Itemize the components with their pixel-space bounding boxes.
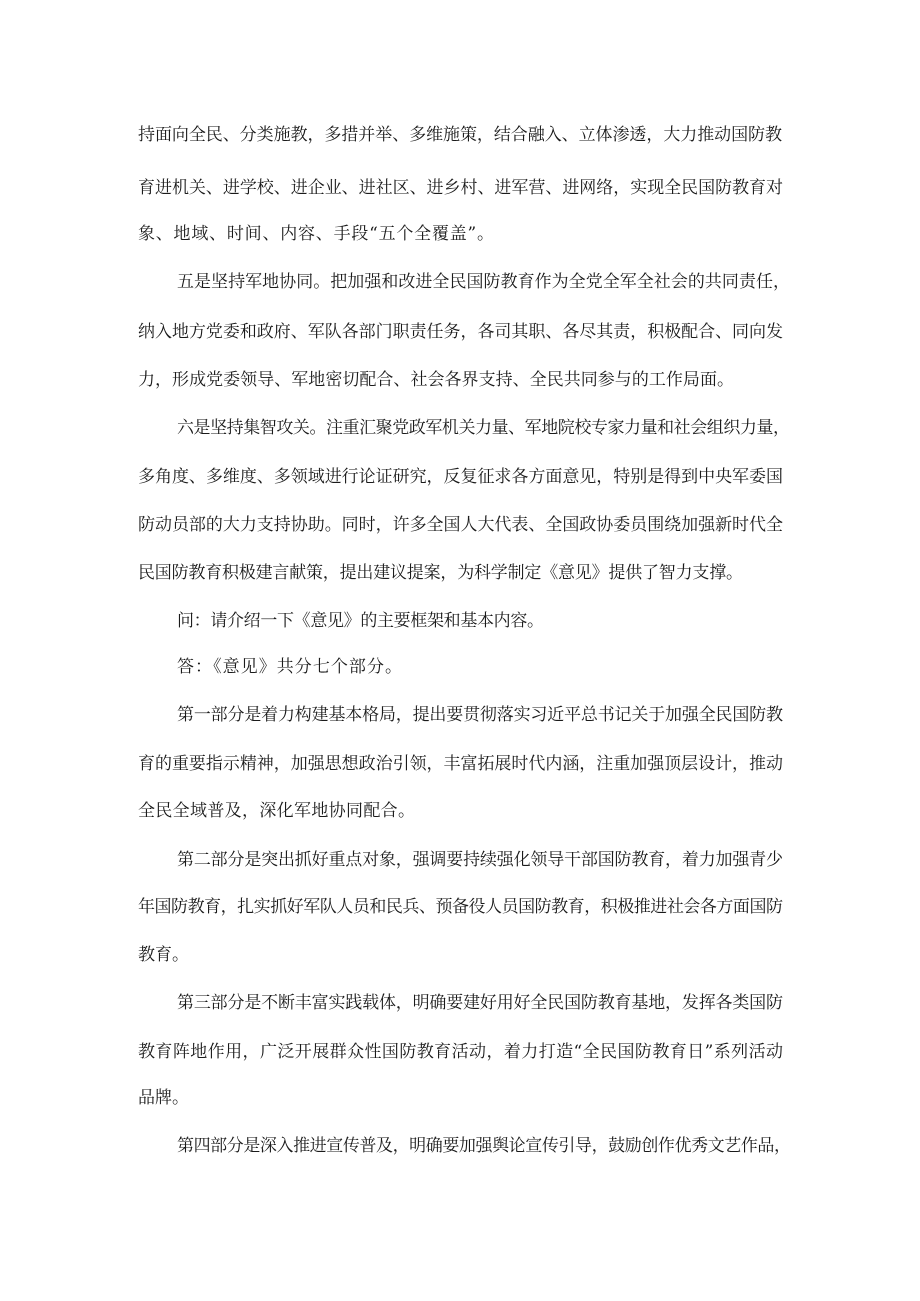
paragraph-8-line-1: 第三部分是不断丰富实践载体，明确要建好用好全民国防教育基地，发挥各类国防 [177,993,783,1013]
answer-line: 答：《意见》共分七个部分。 [177,657,404,677]
paragraph-1-line-1: 持面向全民、分类施教，多措并举、多维施策，结合融入、立体渗透，大力推动国防教 [138,125,782,145]
paragraph-1-line-2: 育进机关、进学校、进企业、进社区、进乡村、进军营、进网络，实现全民国防教育对 [138,178,783,198]
paragraph-3-line-4: 民国防教育积极建言献策，提出建议提案，为科学制定《意见》提供了智力支撑。 [138,563,743,583]
paragraph-1-line-3: 象、地域、时间、内容、手段“五个全覆盖”。 [138,224,495,244]
paragraph-2-line-2: 纳入地方党委和政府、军队各部门职责任务，各司其职、各尽其责，积极配合、同向发 [138,322,783,342]
paragraph-6-line-3: 全民全域普及，深化军地协同配合。 [138,801,416,821]
paragraph-8-line-2: 教育阵地作用，广泛开展群众性国防教育活动，着力打造“全民国防教育日”系列活动 [138,1042,784,1062]
paragraph-2-line-1: 五是坚持军地协同。把加强和改进全民国防教育作为全党全军全社会的共同责任， [177,272,791,292]
paragraph-7-line-2: 年国防教育，扎实抓好军队人员和民兵、预备役人员国防教育，积极推进社会各方面国防 [138,897,783,917]
paragraph-8-line-3: 品牌。 [138,1088,189,1108]
paragraph-7-line-3: 教育。 [138,945,189,965]
paragraph-7-line-1: 第二部分是突出抓好重点对象，强调要持续强化领导干部国防教育，着力加强青少 [177,850,783,870]
paragraph-9-line-1: 第四部分是深入推进宣传普及，明确要加强舆论宣传引导，鼓励创作优秀文艺作品， [177,1136,791,1156]
paragraph-6-line-2: 育的重要指示精神，加强思想政治引领，丰富拓展时代内涵，注重加强顶层设计，推动 [138,754,783,774]
paragraph-3-line-1: 六是坚持集智攻关。注重汇聚党政军机关力量、军地院校专家力量和社会组织力量， [177,418,790,438]
paragraph-6-line-1: 第一部分是着力构建基本格局，提出要贯彻落实习近平总书记关于加强全民国防教 [177,705,783,725]
paragraph-3-line-3: 防动员部的大力支持协助。同时，许多全国人大代表、全国政协委员围绕加强新时代全 [138,515,783,535]
question-line: 问：请介绍一下《意见》的主要框架和基本内容。 [177,611,544,631]
paragraph-2-line-3: 力，形成党委领导、军地密切配合、社会各界支持、全民共同参与的工作局面。 [138,370,735,390]
paragraph-3-line-2: 多角度、多维度、多领域进行论证研究，反复征求各方面意见，特别是得到中央军委国 [138,467,783,487]
